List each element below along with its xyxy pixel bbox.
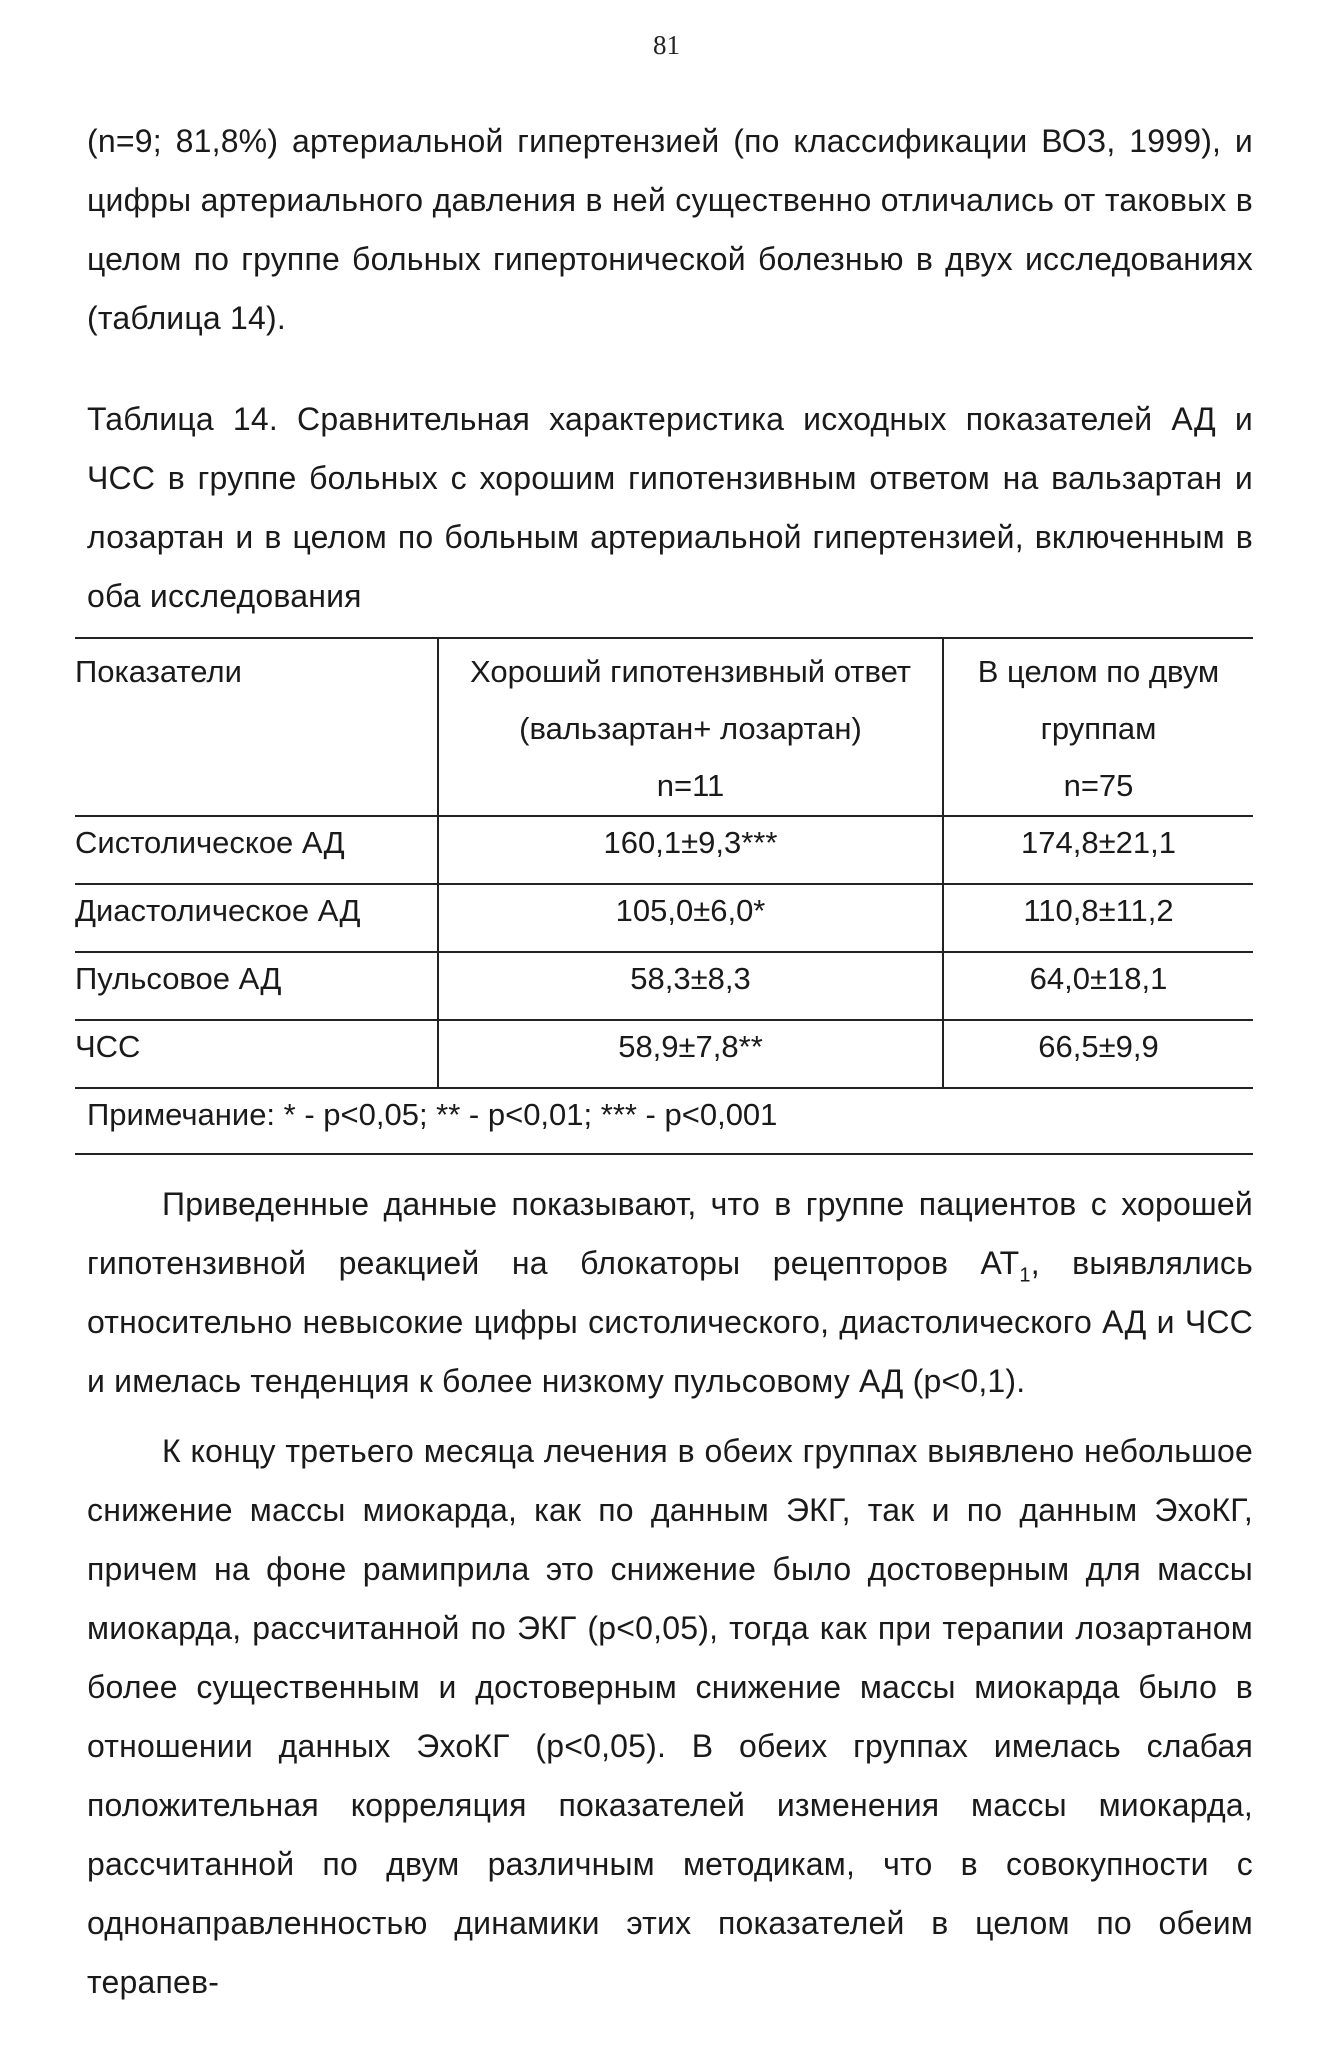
results-text-start: Приведенные данные показывают, что в группе пациентов с хорошей гипотензивной реакцией на блокаторы рецепторов АТ	[87, 1186, 1253, 1281]
row-good-value: 160,1±9,3***	[438, 816, 943, 884]
table-row	[75, 816, 1253, 884]
row-good-value: 58,9±7,8**	[438, 1020, 943, 1088]
header-total-n: n=75	[1063, 768, 1134, 803]
header-good-response-line2: (вальзартан+ лозартан)	[519, 711, 862, 746]
results-text-end: , выявлялись относительно невысокие цифры систолического, диастолического АД и ЧСС и имелась тенденция к более низкому пульсовому АД (р<0,1).	[87, 1245, 1253, 1399]
row-label: Диастолическое АД	[75, 884, 438, 952]
row-label: ЧСС	[75, 1020, 438, 1088]
table-row	[75, 1020, 1253, 1088]
row-label: Систолическое АД	[75, 816, 438, 884]
row-total-value: 66,5±9,9	[943, 1020, 1253, 1088]
table-note: Примечание: * - p<0,05; ** - p<0,01; *** - p<0,001	[75, 1088, 1253, 1154]
intro-paragraph: (n=9; 81,8%) артериальной гипертензией (по классификации ВОЗ, 1999), и цифры артериального давления в ней существенно отличались от таковых в целом по группе больных гипертонической болезнью в двух исследованиях (таблица 14).	[87, 123, 1253, 336]
header-good-response-line1: Хороший гипотензивный ответ	[470, 654, 911, 689]
page-number: 81	[653, 30, 680, 60]
row-good-value: 105,0±6,0*	[438, 884, 943, 952]
myocardium-paragraph: К концу третьего месяца лечения в обеих группах выявлено небольшое снижение массы миокарда, как по данным ЭКГ, так и по данным ЭхоКГ, причем на фоне рамиприла это снижение было достоверным для массы миокарда, рассчитанной по ЭКГ (р<0,05), тогда как при терапии лозартаном более существенным и достоверным снижение массы миокарда было в отношении данных ЭхоКГ (р<0,05). В обеих группах имелась слабая положительная корреляция показателей изменения массы миокарда, рассчитанной по двум различным методикам, что в совокупности с однонаправленностью динамики этих показателей в целом по обеим терапев-	[87, 1433, 1253, 2000]
row-total-value: 110,8±11,2	[943, 884, 1253, 952]
header-indicators: Показатели	[75, 638, 438, 816]
row-total-value: 174,8±21,1	[943, 816, 1253, 884]
header-good-response-n: n=11	[656, 768, 725, 803]
table-row	[75, 952, 1253, 1020]
header-good-response	[438, 638, 943, 816]
table-note-row	[75, 1088, 1253, 1154]
results-subscript: 1	[1019, 1264, 1031, 1287]
header-total	[943, 638, 1253, 816]
row-label: Пульсовое АД	[75, 952, 438, 1020]
table-caption: Таблица 14. Сравнительная характеристика исходных показателей АД и ЧСС в группе больных с хорошим гипотензивным ответом на вальзартан и лозартан и в целом по больным артериальной гипертензией, включенным в оба исследования	[87, 401, 1253, 614]
row-good-value: 58,3±8,3	[438, 952, 943, 1020]
header-total-line1: В целом по двум	[977, 654, 1220, 689]
comparison-table	[75, 637, 1253, 1155]
table-header-row	[75, 638, 1253, 816]
table-row	[75, 884, 1253, 952]
header-total-line2: группам	[1040, 711, 1157, 746]
row-total-value: 64,0±18,1	[943, 952, 1253, 1020]
results-paragraph	[87, 1175, 1253, 1411]
